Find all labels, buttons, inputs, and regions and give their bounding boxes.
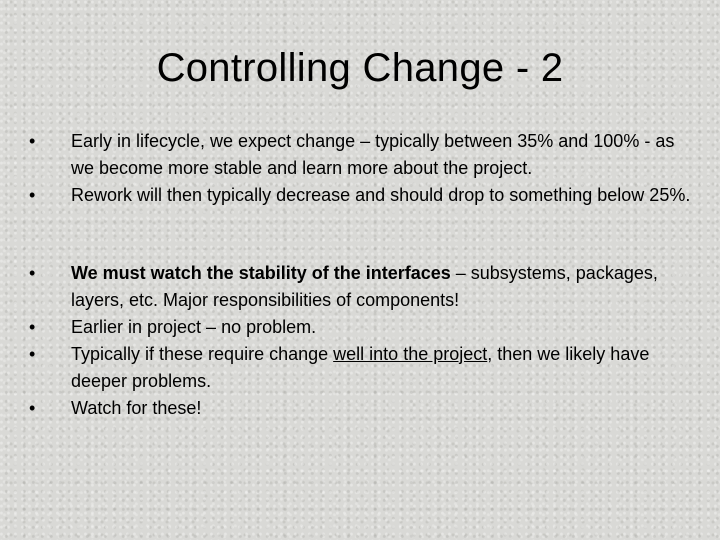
bullet-list-interfaces (0, 260, 691, 422)
bullet-item (0, 314, 691, 341)
bullet-text: Rework will then typically decrease and should drop to something below 25%. (71, 185, 691, 205)
bullet-item (0, 395, 691, 422)
bullet-underlined-text: well into the project (333, 344, 488, 364)
bullet-text: Watch for these! (71, 398, 202, 418)
bullet-item (0, 260, 691, 314)
bullet-dot-icon: • (29, 344, 36, 364)
bullet-item (0, 182, 691, 209)
bullet-dot-icon: • (29, 398, 36, 418)
bullet-dot-icon: • (29, 185, 36, 205)
bullet-dot-icon: • (29, 131, 36, 151)
bullet-text: Early in lifecycle, we expect change – typically between 35% and 100% - as we become more stable and learn more about the project. (71, 131, 675, 178)
slide-title: Controlling Change - 2 (156, 46, 564, 90)
bullet-dot-icon: • (29, 317, 36, 337)
bullet-text: Typically if these require change (71, 344, 334, 364)
bullet-bold-text: We must watch the stability of the interfaces (71, 263, 451, 283)
bullet-dot-icon: • (29, 263, 36, 283)
bullet-item (0, 128, 691, 182)
bullet-list-lifecycle (0, 128, 691, 209)
bullet-text: , then we likely have deeper problems. (71, 344, 650, 391)
bullet-item (0, 341, 691, 395)
bullet-text: – subsystems, packages, layers, etc. Major responsibilities of components! (71, 263, 658, 310)
bullet-text: Earlier in project – no problem. (71, 317, 317, 337)
